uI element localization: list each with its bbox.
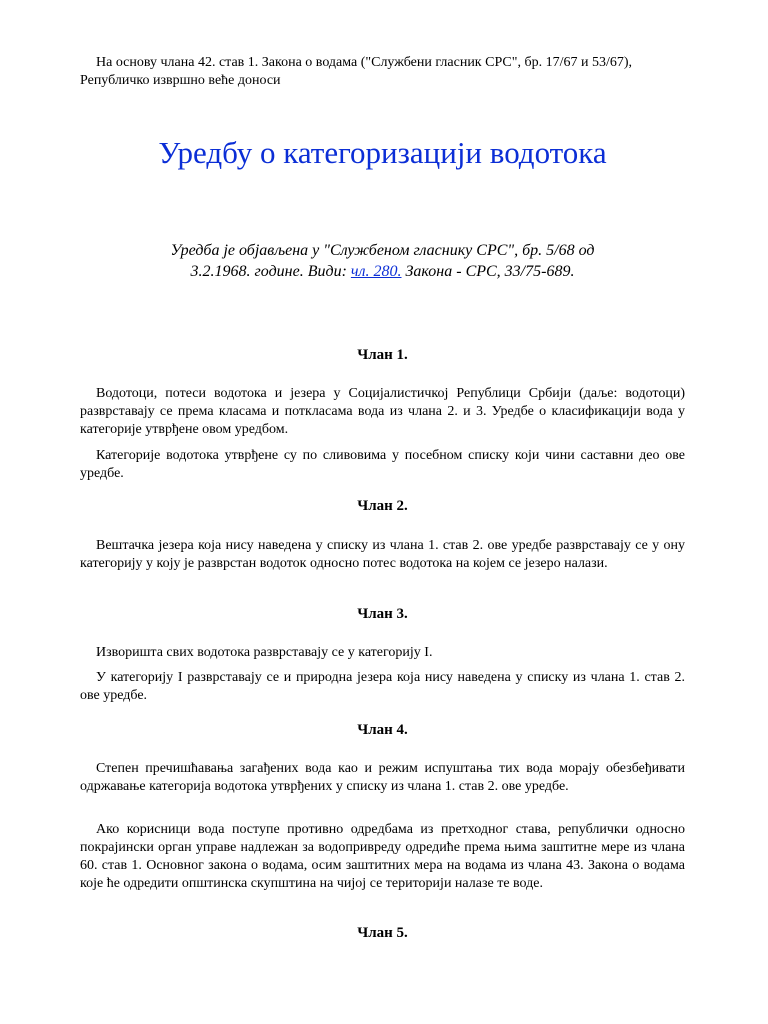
- publication-note-tail: Закона - СРС, 33/75-689.: [401, 263, 575, 280]
- article-5-heading: Члан 5.: [357, 925, 408, 941]
- article-1-paragraph-1: Водотоци, потеси водотока и језера у Социјалистичкој Републици Србији (даље: водотоци) разврставају се према класама и поткласама вода из члана 2. и 3. Уредбе о класификацији вода у категорије утврђене овом уредбом.: [80, 386, 685, 437]
- article-2-paragraph-1: Вештачка језера која нису наведена у списку из члана 1. став 2. ове уредбе разврставају се у ону категорију у коју је разврстан водоток односно потес водотока на којем се језеро налази.: [80, 538, 685, 571]
- article-4-paragraph-1: Степен пречишћавања загађених вода као и режим испуштања тих вода морају обезбеђивати одржавање категорија водотока утврђених у списку из члана 1. став 2. ове уредбе.: [80, 761, 685, 794]
- article-2-heading: Члан 2.: [357, 498, 408, 514]
- article-1-heading: Члан 1.: [357, 347, 408, 363]
- article-4-heading: Члан 4.: [357, 722, 408, 738]
- publication-note: [160, 240, 605, 282]
- preamble-text: На основу члана 42. став 1. Закона о водама ("Службени гласник СРС", бр. 17/67 и 53/67), Републичко извршно веће доноси: [80, 55, 633, 88]
- article-3-heading: Члан 3.: [357, 606, 408, 622]
- article-1-paragraph-2: Категорије водотока утврђене су по сливовима у посебном списку који чини саставни део ове уредбе.: [80, 448, 685, 481]
- document-title: Уредбу о категоризацији водотока: [158, 135, 607, 170]
- article-4-paragraph-2: Ако корисници вода поступе противно одредбама из претходног става, републички односно покрајински орган управе надлежан за водопривреду одредиће према њима заштитне мере из члана 60. став 1. Основног закона о водама, осим заштитних мера на водама из члана 43. Закона о водама које ће одредити општинска скупштина на чијој се територији налазе те воде.: [80, 822, 685, 891]
- article-280-link[interactable]: чл. 280.: [350, 263, 402, 280]
- article-3-paragraph-2: У категорију I разврставају се и природна језера која нису наведена у списку из члана 1. став 2. ове уредбе.: [80, 670, 685, 703]
- publication-note-text: Уредба је објављена у "Службеном гласнику СРС", бр. 5/68 од 3.2.1968. године. Види:: [170, 242, 595, 280]
- article-3-paragraph-1: Изворишта свих водотока разврставају се у категорију I.: [96, 645, 433, 660]
